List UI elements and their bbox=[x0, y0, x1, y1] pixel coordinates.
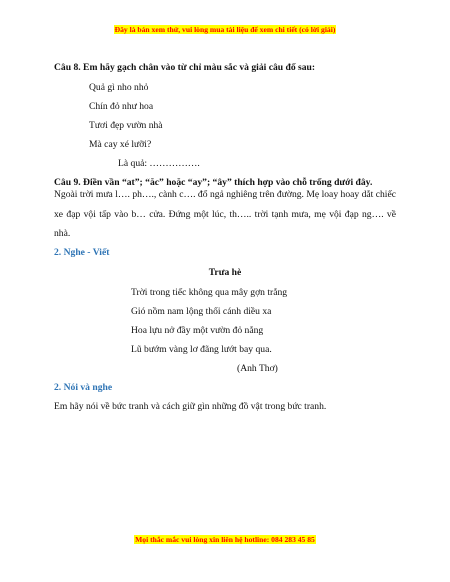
riddle-answer: Là quả: ……………. bbox=[118, 158, 200, 169]
noi-nghe-instruction: Em hãy nói về bức tranh và cách giữ gìn những đồ vật trong bức tranh. bbox=[54, 401, 327, 412]
hotline-text: Mọi thắc mắc vui lòng xin liên hệ hotline: 084 283 45 85 bbox=[135, 535, 315, 544]
poem-line-4: Lũ bướm vàng lơ đãng lướt bay qua. bbox=[131, 344, 272, 355]
poem-line-2: Gió nồm nam lộng thổi cánh diều xa bbox=[131, 306, 272, 317]
riddle-line-2: Chín đỏ như hoa bbox=[89, 101, 154, 112]
section-nghe-viet-heading: 2. Nghe - Viết bbox=[54, 247, 110, 258]
riddle-line-4: Mà cay xé lưỡi? bbox=[89, 139, 152, 150]
question-8-title: Câu 8. Em hãy gạch chân vào từ chỉ màu sắc và giải câu đố sau: bbox=[54, 62, 316, 73]
poem-line-1: Trời trong tiếc không qua mây gợn trắng bbox=[131, 287, 288, 298]
poem-title: Trưa hè bbox=[208, 267, 242, 278]
riddle-line-3: Tươi đẹp vườn nhà bbox=[89, 120, 163, 131]
poem-author: (Anh Thơ) bbox=[237, 363, 278, 374]
question-9-text: Ngoài trời mưa l…. ph…., cành c…. đổ ngả nghiêng trên đường. Mẹ loay hoay dắt chiếc xe đạp vội tấp vào b… cửa. Đứng một lúc, th….. trời tạnh mưa, mẹ vội đạp ng…. về nhà. bbox=[54, 189, 396, 239]
preview-notice-banner bbox=[0, 24, 450, 35]
hotline-banner bbox=[0, 534, 450, 545]
preview-notice-text: Đây là bản xem thử, vui lòng mua tài liệu để xem chi tiết (có lời giải) bbox=[114, 25, 336, 34]
riddle-line-1: Quả gì nho nhỏ bbox=[89, 82, 149, 93]
question-9-title: Câu 9. Điền vần “at”; “ăc” hoặc “ay”; “ây” thích hợp vào chỗ trống dưới đây. bbox=[54, 177, 373, 188]
poem-line-3: Hoa lựu nở đầy một vườn đỏ nắng bbox=[131, 325, 264, 336]
section-noi-nghe-heading: 2. Nói và nghe bbox=[54, 382, 113, 393]
